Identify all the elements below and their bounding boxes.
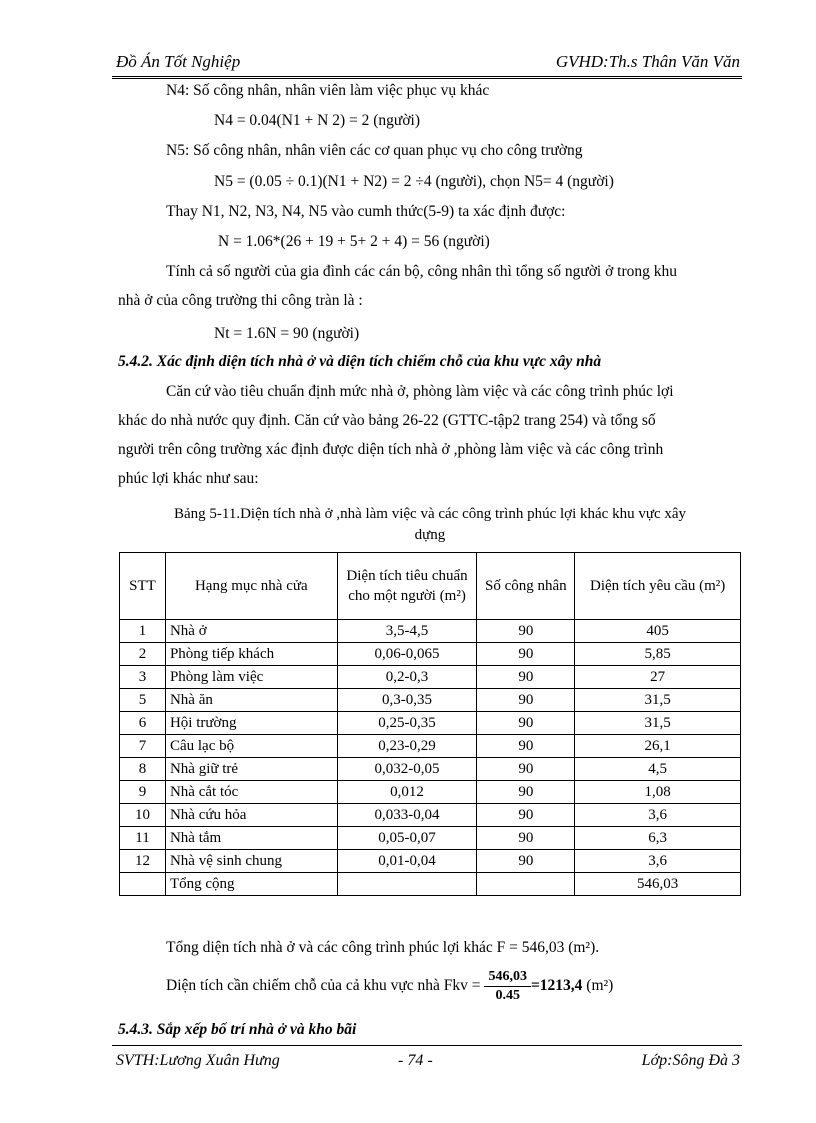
cell-item: Nhà giữ trẻ (165, 758, 337, 781)
cell-stt: 12 (120, 850, 166, 873)
fraction-numerator: 546,03 (484, 968, 531, 987)
header-workers: Số công nhân (477, 553, 575, 620)
header-item: Hạng mục nhà cửa (165, 553, 337, 620)
cell-standard: 0,23-0,29 (337, 735, 477, 758)
cell-standard: 0,06-0,065 (337, 643, 477, 666)
header-supervisor: GVHD:Th.s Thân Văn Văn (555, 52, 740, 71)
cell-stt: 9 (120, 781, 166, 804)
cell-workers: 90 (477, 643, 575, 666)
cell-item: Tổng cộng (165, 873, 337, 896)
table-caption-line-1: Bảng 5-11.Diện tích nhà ở ,nhà làm việc và các công trình phúc lợi khác khu vực xây (173, 506, 687, 522)
cell-stt (120, 873, 166, 896)
table-row (120, 689, 741, 712)
area-needed-unit: (m²) (586, 977, 614, 994)
cell-item: Câu lạc bộ (165, 735, 337, 758)
cell-workers: 90 (477, 850, 575, 873)
header-standard-area: Diện tích tiêu chuẩn cho một người (m²) (337, 553, 477, 620)
area-needed-prefix: Diện tích cần chiếm chỗ của cả khu vực nhà Fkv = (166, 977, 481, 994)
cell-stt: 3 (120, 666, 166, 689)
n4-label: N4: Số công nhân, nhân viên làm việc phục vụ khác (166, 82, 490, 99)
cell-item: Nhà ăn (165, 689, 337, 712)
cell-item: Nhà cứu hỏa (165, 804, 337, 827)
cell-workers: 90 (477, 735, 575, 758)
cell-standard: 0,01-0,04 (337, 850, 477, 873)
cell-workers: 90 (477, 666, 575, 689)
table-caption (120, 504, 740, 546)
cell-required: 31,5 (575, 689, 741, 712)
table-row (120, 620, 741, 643)
cell-standard: 0,032-0,05 (337, 758, 477, 781)
cell-required: 31,5 (575, 712, 741, 735)
cell-item: Nhà cắt tóc (165, 781, 337, 804)
area-table (119, 552, 741, 896)
cell-standard: 0,3-0,35 (337, 689, 477, 712)
cell-required: 1,08 (575, 781, 741, 804)
cell-standard: 0,012 (337, 781, 477, 804)
cell-standard: 0,25-0,35 (337, 712, 477, 735)
page-footer (112, 1045, 742, 1074)
section-heading-542: 5.4.2. Xác định diện tích nhà ở và diện tích chiếm chỗ của khu vực xây nhà (118, 353, 602, 370)
cell-item: Nhà vệ sinh chung (165, 850, 337, 873)
cell-required: 6,3 (575, 827, 741, 850)
cell-stt: 1 (120, 620, 166, 643)
cell-workers: 90 (477, 781, 575, 804)
header-project-title: Đồ Án Tốt Nghiệp (116, 52, 241, 71)
paragraph-2-line-4: phúc lợi khác như sau: (118, 470, 259, 487)
cell-standard: 0,033-0,04 (337, 804, 477, 827)
cell-item: Hội trường (165, 712, 337, 735)
cell-workers: 90 (477, 689, 575, 712)
table-row (120, 666, 741, 689)
area-needed-result: =1213,4 (530, 977, 583, 994)
n-total-formula: N = 1.06*(26 + 19 + 5+ 2 + 4) = 56 (người) (218, 233, 490, 250)
table-row (120, 781, 741, 804)
total-area-text: Tổng diện tích nhà ở và các công trình phúc lợi khác F = 546,03 (m²). (166, 939, 600, 956)
table-header-row (120, 553, 741, 620)
header-stt: STT (120, 553, 166, 620)
table-total-row (120, 873, 741, 896)
table-row (120, 850, 741, 873)
section-heading-543: 5.4.3. Sắp xếp bố trí nhà ở và kho bãi (118, 1021, 357, 1038)
cell-required: 26,1 (575, 735, 741, 758)
table-row (120, 827, 741, 850)
paragraph-2-line-3: người trên công trường xác định được diện tích nhà ở ,phòng làm việc và các công trình (118, 441, 664, 458)
cell-stt: 11 (120, 827, 166, 850)
n4-formula: N4 = 0.04(N1 + N 2) = 2 (người) (214, 112, 420, 129)
n5-formula: N5 = (0.05 ÷ 0.1)(N1 + N2) = 2 ÷4 (người), chọn N5= 4 (người) (214, 173, 614, 190)
cell-workers: 90 (477, 620, 575, 643)
cell-stt: 8 (120, 758, 166, 781)
footer-page-number: - 74 - (398, 1052, 433, 1069)
cell-required: 405 (575, 620, 741, 643)
cell-stt: 6 (120, 712, 166, 735)
area-fraction (484, 968, 531, 1005)
paragraph-1-line-2: nhà ở của công trường thi công tràn là : (118, 292, 363, 309)
footer-class: Lớp:Sông Đà 3 (641, 1052, 740, 1069)
area-needed-formula (166, 966, 613, 1006)
cell-standard: 0,2-0,3 (337, 666, 477, 689)
page-header (112, 52, 742, 79)
cell-stt: 7 (120, 735, 166, 758)
cell-workers: 90 (477, 758, 575, 781)
cell-required: 546,03 (575, 873, 741, 896)
cell-stt: 2 (120, 643, 166, 666)
footer-student: SVTH:Lương Xuân Hưng (116, 1052, 280, 1069)
cell-required: 4,5 (575, 758, 741, 781)
fraction-denominator: 0.45 (495, 987, 520, 1003)
cell-required: 3,6 (575, 804, 741, 827)
cell-workers: 90 (477, 827, 575, 850)
table-caption-line-2: dựng (414, 527, 446, 543)
substitute-text: Thay N1, N2, N3, N4, N5 vào cumh thức(5-9) ta xác định được: (166, 203, 566, 220)
table-row (120, 804, 741, 827)
table-row (120, 758, 741, 781)
cell-workers: 90 (477, 804, 575, 827)
cell-required: 3,6 (575, 850, 741, 873)
cell-standard: 3,5-4,5 (337, 620, 477, 643)
cell-standard: 0,05-0,07 (337, 827, 477, 850)
paragraph-1-line-1: Tính cả số người của gia đình các cán bộ, công nhân thì tổng số người ở trong khu (166, 263, 678, 280)
cell-workers: 90 (477, 712, 575, 735)
cell-required: 27 (575, 666, 741, 689)
cell-required: 5,85 (575, 643, 741, 666)
cell-item: Phòng tiếp khách (165, 643, 337, 666)
cell-workers (477, 873, 575, 896)
cell-stt: 5 (120, 689, 166, 712)
cell-stt: 10 (120, 804, 166, 827)
table-row (120, 712, 741, 735)
header-required-area: Diện tích yêu cầu (m²) (575, 553, 741, 620)
cell-item: Nhà tắm (165, 827, 337, 850)
table-row (120, 643, 741, 666)
cell-standard (337, 873, 477, 896)
paragraph-2-line-1: Căn cứ vào tiêu chuẩn định mức nhà ở, phòng làm việc và các công trình phúc lợi (166, 383, 674, 400)
cell-item: Phòng làm việc (165, 666, 337, 689)
table-row (120, 735, 741, 758)
n5-label: N5: Số công nhân, nhân viên các cơ quan phục vụ cho công trường (166, 142, 583, 159)
paragraph-2-line-2: khác do nhà nước quy định. Căn cứ vào bảng 26-22 (GTTC-tập2 trang 254) và tổng số (118, 412, 656, 429)
cell-item: Nhà ở (165, 620, 337, 643)
nt-formula: Nt = 1.6N = 90 (người) (214, 325, 360, 342)
